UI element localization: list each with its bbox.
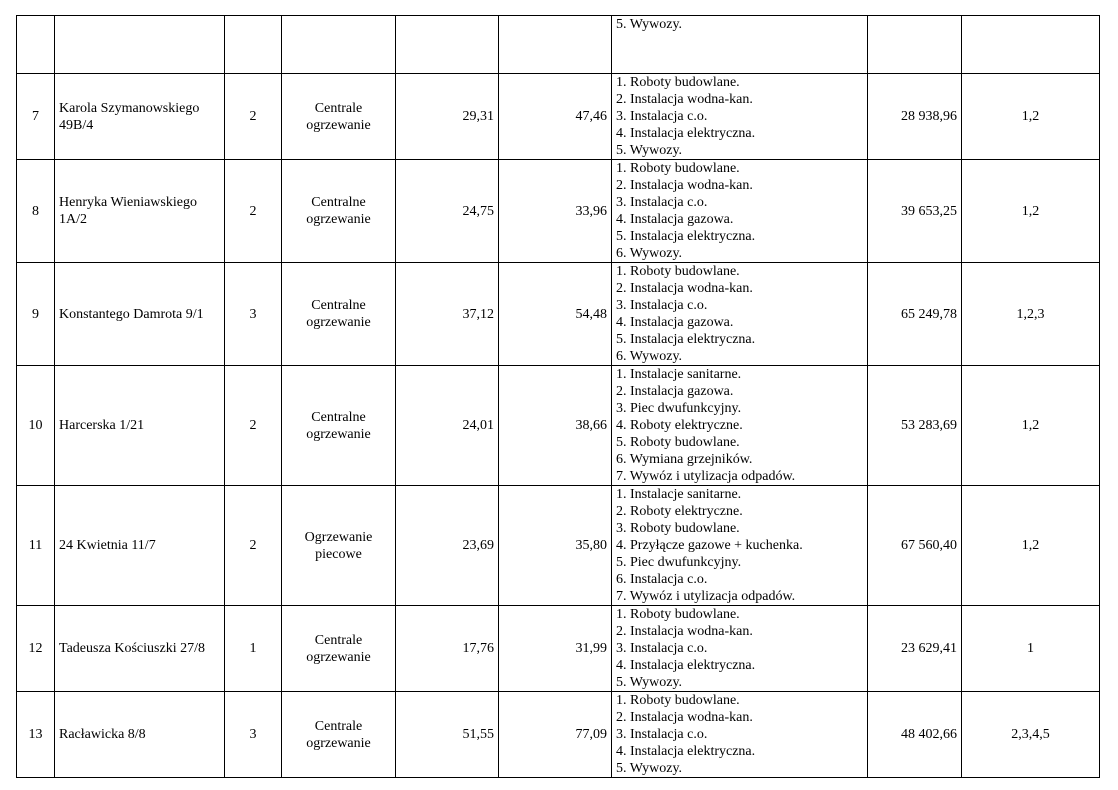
cell-area-usable: 23,69: [396, 486, 499, 606]
cell-rooms: 1: [225, 606, 282, 692]
cell-no: 12: [17, 606, 55, 692]
works-item: 3. Instalacja c.o.: [616, 195, 708, 210]
works-item: 1. Instalacje sanitarne.: [616, 487, 742, 502]
works-list: [616, 606, 863, 691]
works-item: 5. Instalacja elektryczna.: [616, 229, 756, 244]
table-row-partial: [17, 16, 1100, 74]
works-item: 2. Instalacja wodna-kan.: [616, 281, 753, 296]
cell-rooms: 2: [225, 160, 282, 263]
cell-notes: 1,2: [962, 486, 1100, 606]
works-list: [616, 692, 863, 777]
cell-notes: 2,3,4,5: [962, 692, 1100, 778]
cell-area-usable: [396, 16, 499, 74]
cell-no: 9: [17, 263, 55, 366]
works-item: 3. Instalacja c.o.: [616, 109, 708, 124]
cell-works: [612, 160, 868, 263]
cell-works: [612, 486, 868, 606]
works-item: 2. Roboty elektryczne.: [616, 504, 743, 519]
works-item: 4. Roboty elektryczne.: [616, 418, 743, 433]
cell-no: 7: [17, 74, 55, 160]
cell-notes: 1: [962, 606, 1100, 692]
cell-notes: 1,2: [962, 366, 1100, 486]
cell-area-total: 38,66: [499, 366, 612, 486]
works-item: 4. Instalacja elektryczna.: [616, 744, 756, 759]
works-item: 2. Instalacja wodna-kan.: [616, 710, 753, 725]
works-item: 7. Wywóz i utylizacja odpadów.: [616, 469, 796, 484]
cell-no: 11: [17, 486, 55, 606]
cell-works: [612, 74, 868, 160]
works-list: [616, 486, 863, 605]
table-row: [17, 486, 1100, 606]
works-item: 4. Instalacja gazowa.: [616, 212, 734, 227]
works-item: 5. Wywozy.: [616, 143, 683, 158]
table-body: [17, 16, 1100, 778]
cell-notes: 1,2,3: [962, 263, 1100, 366]
cell-area-total: 54,48: [499, 263, 612, 366]
cell-cost: 67 560,40: [868, 486, 962, 606]
cell-area-usable: 17,76: [396, 606, 499, 692]
cell-rooms: 3: [225, 263, 282, 366]
works-item: 5. Wywozy.: [616, 761, 683, 776]
cell-heating: Ogrzewanie piecowe: [282, 486, 396, 606]
works-item: 5. Roboty budowlane.: [616, 435, 740, 450]
cell-heating: Centralne ogrzewanie: [282, 263, 396, 366]
cell-area-usable: 24,75: [396, 160, 499, 263]
cell-notes: 1,2: [962, 160, 1100, 263]
works-item: 3. Piec dwufunkcyjny.: [616, 401, 742, 416]
cell-cost: 23 629,41: [868, 606, 962, 692]
cell-area-total: [499, 16, 612, 74]
works-list: [616, 160, 863, 262]
table-row: [17, 74, 1100, 160]
cell-works: [612, 366, 868, 486]
cell-address: Karola Szymanowskiego 49B/4: [55, 74, 225, 160]
cell-cost: 39 653,25: [868, 160, 962, 263]
cell-rooms: 2: [225, 366, 282, 486]
works-item: 5. Wywozy.: [616, 17, 683, 32]
cell-area-usable: 29,31: [396, 74, 499, 160]
cell-heating: Centralne ogrzewanie: [282, 160, 396, 263]
cell-address: 24 Kwietnia 11/7: [55, 486, 225, 606]
cell-rooms: 2: [225, 486, 282, 606]
cell-rooms: [225, 16, 282, 74]
cell-address: Racławicka 8/8: [55, 692, 225, 778]
works-item: 5. Piec dwufunkcyjny.: [616, 555, 742, 570]
cell-works: [612, 606, 868, 692]
cell-notes: [962, 16, 1100, 74]
cell-no: 13: [17, 692, 55, 778]
cell-cost: [868, 16, 962, 74]
cell-area-usable: 51,55: [396, 692, 499, 778]
works-item: 6. Wymiana grzejników.: [616, 452, 753, 467]
works-item: 6. Wywozy.: [616, 246, 683, 261]
works-list: [616, 263, 863, 365]
cell-address: Henryka Wieniawskiego 1A/2: [55, 160, 225, 263]
works-item: 2. Instalacja wodna-kan.: [616, 178, 753, 193]
cell-area-total: 77,09: [499, 692, 612, 778]
cell-address: [55, 16, 225, 74]
cell-heating: Centrale ogrzewanie: [282, 606, 396, 692]
cell-notes: 1,2: [962, 74, 1100, 160]
cell-address: Tadeusza Kościuszki 27/8: [55, 606, 225, 692]
cell-area-usable: 24,01: [396, 366, 499, 486]
cell-heating: Centrale ogrzewanie: [282, 74, 396, 160]
works-item: 2. Instalacja wodna-kan.: [616, 624, 753, 639]
cell-heating: [282, 16, 396, 74]
cell-cost: 48 402,66: [868, 692, 962, 778]
works-item: 1. Roboty budowlane.: [616, 607, 740, 622]
works-item: 5. Instalacja elektryczna.: [616, 332, 756, 347]
cell-area-usable: 37,12: [396, 263, 499, 366]
works-item: 1. Roboty budowlane.: [616, 75, 740, 90]
cell-cost: 53 283,69: [868, 366, 962, 486]
works-item: 4. Instalacja elektryczna.: [616, 126, 756, 141]
table-row: [17, 692, 1100, 778]
works-item: 6. Instalacja c.o.: [616, 572, 708, 587]
cell-no: [17, 16, 55, 74]
cell-rooms: 2: [225, 74, 282, 160]
cell-rooms: 3: [225, 692, 282, 778]
works-list: [616, 366, 863, 485]
works-list: [616, 74, 863, 159]
works-item: 3. Roboty budowlane.: [616, 521, 740, 536]
cell-area-total: 33,96: [499, 160, 612, 263]
cell-area-total: 35,80: [499, 486, 612, 606]
works-item: 5. Wywozy.: [616, 675, 683, 690]
works-item: 3. Instalacja c.o.: [616, 727, 708, 742]
cell-works: [612, 263, 868, 366]
works-item: 4. Instalacja gazowa.: [616, 315, 734, 330]
cell-works: [612, 16, 868, 74]
table-row: [17, 606, 1100, 692]
cell-cost: 65 249,78: [868, 263, 962, 366]
works-item: 1. Roboty budowlane.: [616, 161, 740, 176]
table-row: [17, 263, 1100, 366]
table-row: [17, 160, 1100, 263]
works-item: 3. Instalacja c.o.: [616, 298, 708, 313]
works-item: 2. Instalacja gazowa.: [616, 384, 734, 399]
table-row: [17, 366, 1100, 486]
cell-heating: Centralne ogrzewanie: [282, 366, 396, 486]
works-item: 6. Wywozy.: [616, 349, 683, 364]
works-item: 4. Instalacja elektryczna.: [616, 658, 756, 673]
works-item: 7. Wywóz i utylizacja odpadów.: [616, 589, 796, 604]
cell-cost: 28 938,96: [868, 74, 962, 160]
cell-address: Konstantego Damrota 9/1: [55, 263, 225, 366]
renovation-table: [16, 15, 1100, 778]
cell-no: 8: [17, 160, 55, 263]
cell-works: [612, 692, 868, 778]
cell-heating: Centrale ogrzewanie: [282, 692, 396, 778]
works-item: 3. Instalacja c.o.: [616, 641, 708, 656]
cell-address: Harcerska 1/21: [55, 366, 225, 486]
works-item: 4. Przyłącze gazowe + kuchenka.: [616, 538, 803, 553]
works-item: 1. Instalacje sanitarne.: [616, 367, 742, 382]
cell-no: 10: [17, 366, 55, 486]
cell-area-total: 47,46: [499, 74, 612, 160]
works-list: [616, 16, 863, 33]
works-item: 1. Roboty budowlane.: [616, 693, 740, 708]
cell-area-total: 31,99: [499, 606, 612, 692]
works-item: 1. Roboty budowlane.: [616, 264, 740, 279]
works-item: 2. Instalacja wodna-kan.: [616, 92, 753, 107]
